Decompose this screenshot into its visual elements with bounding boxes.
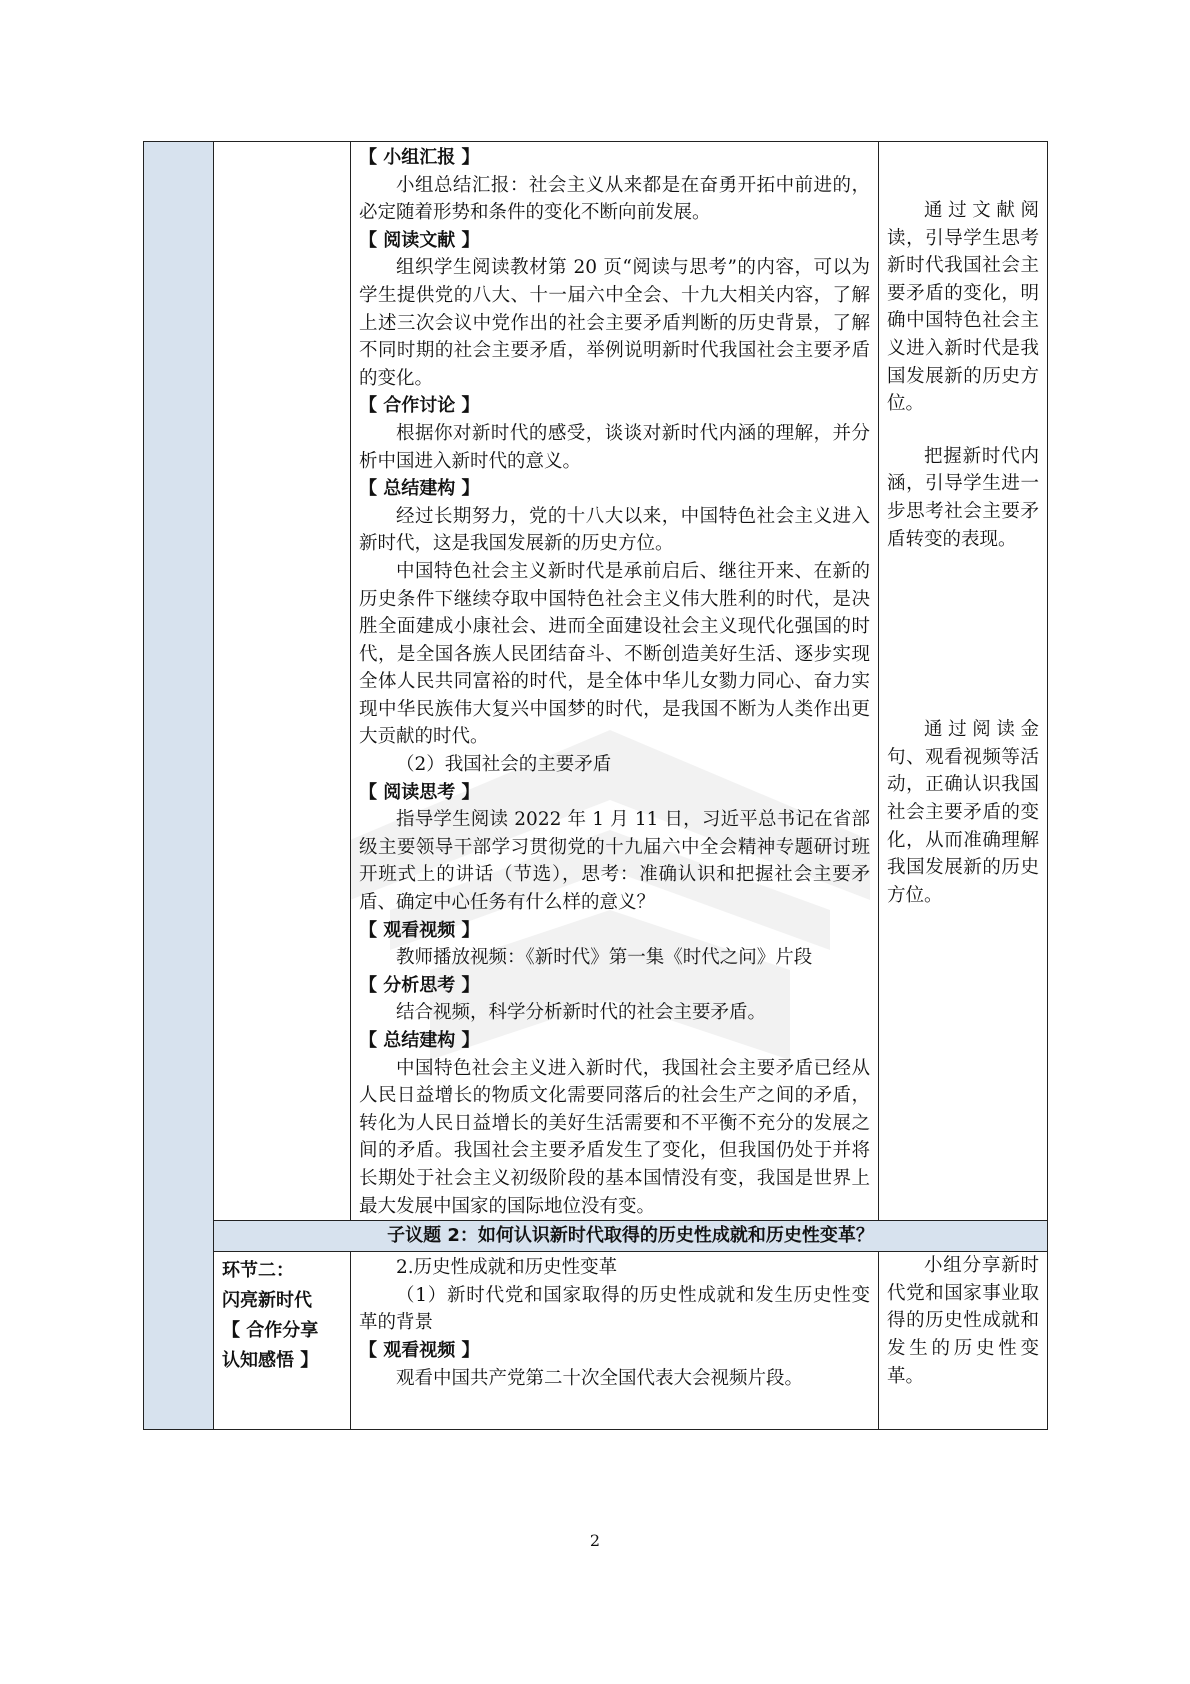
design-note-3: 通过阅读金句、观看视频等活动，正确认识我国社会主要矛盾的变化，从而准确理解我国发展新的历史方位。 xyxy=(887,719,1039,906)
section1-blocks xyxy=(359,144,870,1220)
section-heading: 【 阅读文献 】 xyxy=(359,229,480,251)
body-paragraph: 中国特色社会主义进入新时代，我国社会主要矛盾已经从人民日益增长的物质文化需要同落后的社会生产之间的矛盾，转化为人民日益增长的美好生活需要和不平衡不充分的发展之间的矛盾。我国社会主要矛盾发生了变化，但我国仍处于并将长期处于社会主义初级阶段的基本国情没有变，我国是世界上最大发展中国家的国际地位没有变。 xyxy=(359,1057,870,1217)
section-heading: 【 阅读思考 】 xyxy=(359,781,480,803)
design-note-4: 小组分享新时代党和国家事业取得的历史性成就和发生的历史性变革。 xyxy=(887,1255,1039,1387)
body-paragraph: 中国特色社会主义新时代是承前启后、继往开来、在新的历史条件下继续夺取中国特色社会主义伟大胜利的时代，是决胜全面建成小康社会、进而全面建设社会主义现代化强国的时代，是全国各族人民团结奋斗、不断创造美好生活、逐步实现全体人民共同富裕的时代，是全体中华儿女勠力同心、奋力实现中华民族伟大复兴中国梦的时代，是我国不断为人类作出更大贡献的时代。 xyxy=(359,560,870,748)
subtopic-2-heading: 子议题 2：如何认识新时代取得的历史性成就和历史性变革？ xyxy=(214,1221,1048,1252)
section2-blocks xyxy=(359,1254,870,1392)
stage-line: 【 合作分享 xyxy=(222,1320,319,1342)
body-paragraph: （1）新时代党和国家取得的历史性成就和发生历史性变革的背景 xyxy=(359,1284,870,1334)
section-heading: 【 观看视频 】 xyxy=(359,1339,480,1361)
section2-notes xyxy=(879,1252,1048,1430)
body-paragraph: 经过长期努力，党的十八大以来，中国特色社会主义进入新时代，这是我国发展新的历史方位。 xyxy=(359,505,870,555)
section1-content xyxy=(351,142,879,1221)
lesson-plan-table xyxy=(143,141,1048,1430)
stage-2-label xyxy=(214,1252,351,1430)
design-note-2: 把握新时代内涵，引导学生进一步思考社会主要矛盾转变的表现。 xyxy=(887,445,1039,550)
shaded-side-column xyxy=(144,142,214,1430)
body-paragraph: 根据你对新时代的感受，谈谈对新时代内涵的理解，并分析中国进入新时代的意义。 xyxy=(359,422,870,472)
section2-row xyxy=(144,1252,1048,1430)
section-heading: 【 小组汇报 】 xyxy=(359,147,480,168)
stage-cell-empty xyxy=(214,142,351,1221)
page-number: 2 xyxy=(589,1531,601,1550)
design-note-1: 通过文献阅读，引导学生思考新时代我国社会主要矛盾的变化，明确中国特色社会主义进入新时代是我国发展新的历史方位。 xyxy=(887,200,1039,415)
section1-row xyxy=(144,142,1048,1221)
section-heading: 【 合作讨论 】 xyxy=(359,395,480,417)
stage-line: 认知感悟 】 xyxy=(222,1350,319,1372)
body-paragraph: 结合视频，科学分析新时代的社会主要矛盾。 xyxy=(396,1002,767,1024)
body-paragraph: 观看中国共产党第二十次全国代表大会视频片段。 xyxy=(396,1367,804,1389)
section-heading: 【 观看视频 】 xyxy=(359,919,480,941)
body-paragraph: 2.历史性成就和历史性变革 xyxy=(396,1257,618,1279)
body-paragraph: 指导学生阅读 2022 年 1 月 11 日，习近平总书记在省部级主要领导干部学习贯彻党的十九届六中全会精神专题研讨班开班式上的讲话（节选），思考：准确认识和把握社会主要矛盾、确定中心任务有什么样的意义？ xyxy=(359,809,870,914)
section2-content xyxy=(351,1252,879,1430)
body-paragraph: 教师播放视频：《新时代》第一集《时代之问》片段 xyxy=(396,947,813,969)
section1-notes xyxy=(879,142,1048,1221)
section-heading: 【 总结建构 】 xyxy=(359,1030,480,1051)
body-paragraph: 组织学生阅读教材第 20 页“阅读与思考”的内容，可以为学生提供党的八大、十一届六中全会、十九大相关内容，了解上述三次会议中党作出的社会主要矛盾判断的历史背景，了解不同时期的社会主要矛盾，举例说明新时代我国社会主要矛盾的变化。 xyxy=(359,257,870,389)
stage-line: 闪亮新时代 xyxy=(222,1290,312,1312)
section-heading: 【 总结建构 】 xyxy=(359,478,480,500)
stage-line: 环节二： xyxy=(222,1260,294,1282)
subtopic-row xyxy=(144,1221,1048,1252)
section-heading: 【 分析思考 】 xyxy=(359,974,480,996)
body-paragraph: （2）我国社会的主要矛盾 xyxy=(396,754,612,776)
body-paragraph: 小组总结汇报：社会主义从来都是在奋勇开拓中前进的，必定随着形势和条件的变化不断向前发展。 xyxy=(359,174,870,224)
